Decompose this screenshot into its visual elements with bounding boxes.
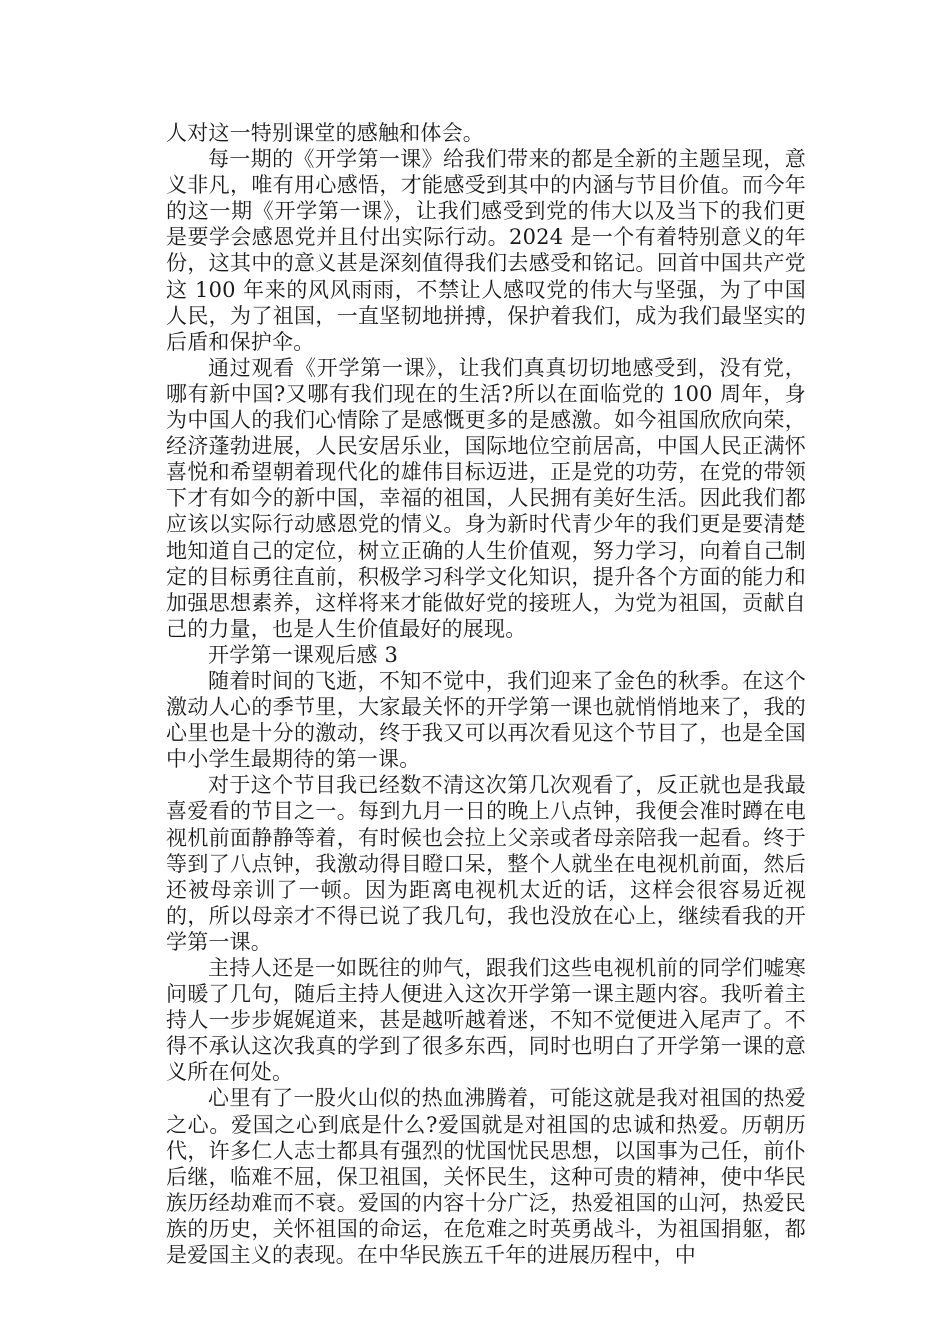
section-heading: 开学第一课观后感 3 (208, 642, 399, 667)
paragraph: 对于这个节目我已经数不清这次第几次观看了，反正就也是我最喜爱看的节目之一。每到九月一日的晚上八点钟，我便会准时蹲在电视机前面静静等着，有时候也会拉上父亲或者母亲陪我一起看。终于等到了八点钟，我激动得目瞪口呆，整个人就坐在电视机前面，然后还被母亲训了一顿。因为距离电视机太近的话，这样会很容易近视的，所以母亲才不得已说了我几句，我也没放在心上，继续看我的开学第一课。 (166, 773, 806, 954)
paragraph: 主持人还是一如既往的帅气，跟我们这些电视机前的同学们嘘寒问暖了几句，随后主持人便进入这次开学第一课主题内容。我听着主持人一步步娓娓道来，甚是越听越着迷，不知不觉便进入尾声了。不得不承认这次我真的学到了很多东西，同时也明白了开学第一课的意义所在何处。 (166, 956, 806, 1085)
paragraph: 通过观看《开学第一课》，让我们真真切切地感受到，没有党，哪有新中国?又哪有我们现在的生活?所以在面临党的 100 周年，身为中国人的我们心情除了是感慨更多的是感激。如今祖国欣欣向荣，经济蓬勃进展，人民安居乐业，国际地位空前居高，中国人民正满怀喜悦和希望朝着现代化的雄伟目标迈进，正是党的功劳，在党的带领下才有如今的新中国，幸福的祖国，人民拥有美好生活。因此我们都应该以实际行动感恩党的情义。身为新时代青少年的我们更是要清楚地知道自己的定位，树立正确的人生价值观，努力学习，向着自己制定的目标勇往直前，积极学习科学文化知识，提升各个方面的能力和加强思想素养，这样将来才能做好党的接班人，为党为祖国，贡献自己的力量，也是人生价值最好的展现。 (166, 355, 806, 641)
document-body (166, 120, 806, 1268)
paragraph: 心里有了一股火山似的热血沸腾着，可能这就是我对祖国的热爱之心。爱国之心到底是什么?爱国就是对祖国的忠诚和热爱。历朝历代，许多仁人志士都具有强烈的忧国忧民思想，以国事为己任，前仆后继，临难不屈，保卫祖国，关怀民生，这种可贵的精神，使中华民族历经劫难而不衰。爱国的内容十分广泛，热爱祖国的山河，热爱民族的历史，关怀祖国的命运，在危难之时英勇战斗，为祖国捐躯，都是爱国主义的表现。在中华民族五千年的进展历程中，中 (166, 1086, 806, 1268)
paragraph: 随着时间的飞逝，不知不觉中，我们迎来了金色的秋季。在这个激动人心的季节里，大家最关怀的开学第一课也就悄悄地来了，我的心里也是十分的激动，终于我又可以再次看见这个节目了，也是全国中小学生最期待的第一课。 (166, 668, 806, 772)
paragraph-continued: 人对这一特别课堂的感触和体会。 (166, 121, 484, 145)
paragraph: 每一期的《开学第一课》给我们带来的都是全新的主题呈现，意义非凡，唯有用心感悟，才能感受到其中的内涵与节目价值。而今年的这一期《开学第一课》，让我们感受到党的伟大以及当下的我们更是要学会感恩党并且付出实际行动。2024 是一个有着特别意义的年份，这其中的意义甚是深刻值得我们去感受和铭记。回首中国共产党这 100 年来的风风雨雨，不禁让人感叹党的伟大与坚强，为了中国人民，为了祖国，一直坚韧地拼搏，保护着我们，成为我们最坚实的后盾和保护伞。 (166, 147, 806, 354)
